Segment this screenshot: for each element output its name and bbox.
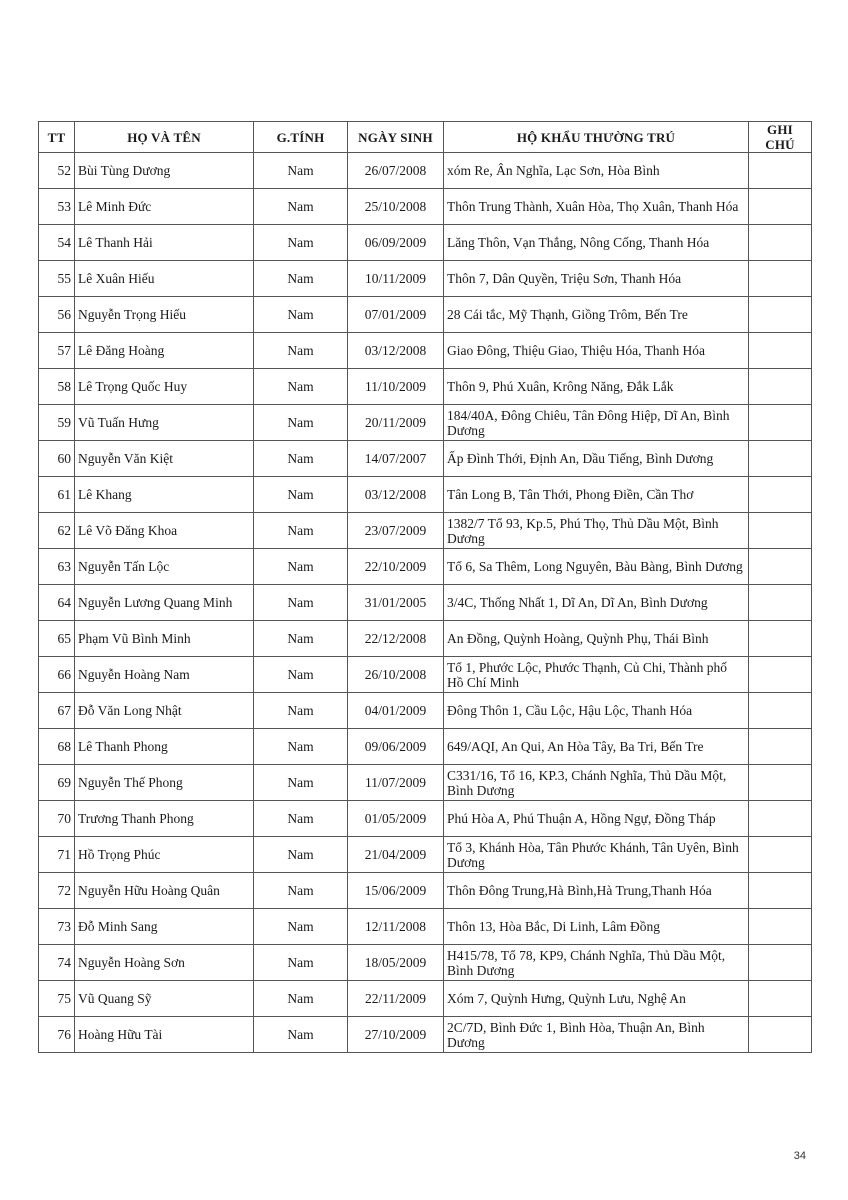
gender: Nam	[254, 693, 348, 729]
note	[749, 369, 812, 405]
table-row	[39, 225, 812, 261]
note	[749, 657, 812, 693]
header-full-name: HỌ VÀ TÊN	[75, 122, 254, 153]
header-date-of-birth: NGÀY SINH	[348, 122, 444, 153]
table-row	[39, 585, 812, 621]
gender: Nam	[254, 981, 348, 1017]
date-of-birth: 27/10/2009	[348, 1017, 444, 1053]
note	[749, 549, 812, 585]
student-name: Nguyễn Thế Phong	[75, 765, 254, 801]
note	[749, 153, 812, 189]
table-row	[39, 477, 812, 513]
row-number: 60	[39, 441, 75, 477]
row-number: 58	[39, 369, 75, 405]
student-name: Lê Thanh Hải	[75, 225, 254, 261]
row-number: 63	[39, 549, 75, 585]
gender: Nam	[254, 873, 348, 909]
permanent-address: An Đồng, Quỳnh Hoàng, Quỳnh Phụ, Thái Bình	[444, 621, 749, 657]
student-name: Lê Trọng Quốc Huy	[75, 369, 254, 405]
table-row	[39, 621, 812, 657]
note	[749, 621, 812, 657]
permanent-address: Thôn 13, Hòa Bắc, Di Linh, Lâm Đồng	[444, 909, 749, 945]
permanent-address: Thôn 9, Phú Xuân, Krông Năng, Đắk Lắk	[444, 369, 749, 405]
note	[749, 225, 812, 261]
row-number: 75	[39, 981, 75, 1017]
table-body	[39, 153, 812, 1053]
note	[749, 513, 812, 549]
note	[749, 477, 812, 513]
note	[749, 441, 812, 477]
gender: Nam	[254, 621, 348, 657]
gender: Nam	[254, 189, 348, 225]
row-number: 66	[39, 657, 75, 693]
gender: Nam	[254, 549, 348, 585]
table-row	[39, 405, 812, 441]
table-row	[39, 801, 812, 837]
table-row	[39, 333, 812, 369]
date-of-birth: 04/01/2009	[348, 693, 444, 729]
table-row	[39, 909, 812, 945]
date-of-birth: 14/07/2007	[348, 441, 444, 477]
table-row	[39, 369, 812, 405]
student-name: Lê Minh Đức	[75, 189, 254, 225]
student-name: Hồ Trọng Phúc	[75, 837, 254, 873]
student-name: Vũ Tuấn Hưng	[75, 405, 254, 441]
header-note: GHI CHÚ	[749, 122, 812, 153]
date-of-birth: 22/12/2008	[348, 621, 444, 657]
row-number: 64	[39, 585, 75, 621]
row-number: 70	[39, 801, 75, 837]
row-number: 74	[39, 945, 75, 981]
table-row	[39, 981, 812, 1017]
table-row	[39, 189, 812, 225]
table-row	[39, 441, 812, 477]
row-number: 54	[39, 225, 75, 261]
student-roster-table	[38, 121, 812, 1053]
date-of-birth: 06/09/2009	[348, 225, 444, 261]
student-name: Bùi Tùng Dương	[75, 153, 254, 189]
gender: Nam	[254, 765, 348, 801]
date-of-birth: 22/11/2009	[348, 981, 444, 1017]
permanent-address: 3/4C, Thống Nhất 1, Dĩ An, Dĩ An, Bình Dương	[444, 585, 749, 621]
permanent-address: 2C/7D, Bình Đức 1, Bình Hòa, Thuận An, Bình Dương	[444, 1017, 749, 1053]
note	[749, 945, 812, 981]
row-number: 67	[39, 693, 75, 729]
gender: Nam	[254, 369, 348, 405]
note	[749, 873, 812, 909]
student-name: Nguyễn Lương Quang Minh	[75, 585, 254, 621]
permanent-address: Lăng Thôn, Vạn Thắng, Nông Cống, Thanh Hóa	[444, 225, 749, 261]
permanent-address: Phú Hòa A, Phú Thuận A, Hồng Ngự, Đồng Tháp	[444, 801, 749, 837]
note	[749, 729, 812, 765]
row-number: 69	[39, 765, 75, 801]
permanent-address: Giao Đông, Thiệu Giao, Thiệu Hóa, Thanh Hóa	[444, 333, 749, 369]
permanent-address: Xóm 7, Quỳnh Hưng, Quỳnh Lưu, Nghệ An	[444, 981, 749, 1017]
permanent-address: Thôn Đông Trung,Hà Bình,Hà Trung,Thanh Hóa	[444, 873, 749, 909]
date-of-birth: 25/10/2008	[348, 189, 444, 225]
date-of-birth: 03/12/2008	[348, 333, 444, 369]
student-name: Nguyễn Tấn Lộc	[75, 549, 254, 585]
student-name: Nguyễn Hoàng Nam	[75, 657, 254, 693]
date-of-birth: 09/06/2009	[348, 729, 444, 765]
row-number: 52	[39, 153, 75, 189]
table-row	[39, 153, 812, 189]
gender: Nam	[254, 333, 348, 369]
note	[749, 261, 812, 297]
permanent-address: C331/16, Tổ 16, KP.3, Chánh Nghĩa, Thủ Dầu Một, Bình Dương	[444, 765, 749, 801]
row-number: 76	[39, 1017, 75, 1053]
date-of-birth: 18/05/2009	[348, 945, 444, 981]
date-of-birth: 15/06/2009	[348, 873, 444, 909]
date-of-birth: 26/10/2008	[348, 657, 444, 693]
gender: Nam	[254, 1017, 348, 1053]
student-name: Nguyễn Hoàng Sơn	[75, 945, 254, 981]
row-number: 68	[39, 729, 75, 765]
date-of-birth: 01/05/2009	[348, 801, 444, 837]
note	[749, 909, 812, 945]
note	[749, 585, 812, 621]
header-tt: TT	[39, 122, 75, 153]
table-row	[39, 837, 812, 873]
row-number: 56	[39, 297, 75, 333]
student-name: Trương Thanh Phong	[75, 801, 254, 837]
gender: Nam	[254, 261, 348, 297]
permanent-address: 649/AQI, An Qui, An Hòa Tây, Ba Tri, Bến Tre	[444, 729, 749, 765]
gender: Nam	[254, 729, 348, 765]
note	[749, 297, 812, 333]
student-name: Vũ Quang Sỹ	[75, 981, 254, 1017]
date-of-birth: 26/07/2008	[348, 153, 444, 189]
row-number: 59	[39, 405, 75, 441]
gender: Nam	[254, 585, 348, 621]
student-name: Lê Võ Đăng Khoa	[75, 513, 254, 549]
row-number: 55	[39, 261, 75, 297]
permanent-address: Tổ 3, Khánh Hòa, Tân Phước Khánh, Tân Uyên, Bình Dương	[444, 837, 749, 873]
table-row	[39, 945, 812, 981]
note	[749, 837, 812, 873]
permanent-address: Tổ 1, Phước Lộc, Phước Thạnh, Củ Chi, Thành phố Hồ Chí Minh	[444, 657, 749, 693]
permanent-address: 28 Cái tắc, Mỹ Thạnh, Giồng Trôm, Bến Tre	[444, 297, 749, 333]
date-of-birth: 23/07/2009	[348, 513, 444, 549]
note	[749, 405, 812, 441]
gender: Nam	[254, 801, 348, 837]
note	[749, 801, 812, 837]
gender: Nam	[254, 477, 348, 513]
student-name: Lê Thanh Phong	[75, 729, 254, 765]
note	[749, 693, 812, 729]
date-of-birth: 10/11/2009	[348, 261, 444, 297]
date-of-birth: 21/04/2009	[348, 837, 444, 873]
table-row	[39, 297, 812, 333]
student-name: Nguyễn Văn Kiệt	[75, 441, 254, 477]
permanent-address: Tổ 6, Sa Thêm, Long Nguyên, Bàu Bàng, Bình Dương	[444, 549, 749, 585]
row-number: 53	[39, 189, 75, 225]
note	[749, 765, 812, 801]
table-row	[39, 873, 812, 909]
header-permanent-address: HỘ KHẨU THƯỜNG TRÚ	[444, 122, 749, 153]
gender: Nam	[254, 441, 348, 477]
table-row	[39, 729, 812, 765]
date-of-birth: 11/10/2009	[348, 369, 444, 405]
permanent-address: 184/40A, Đông Chiêu, Tân Đông Hiệp, Dĩ An, Bình Dương	[444, 405, 749, 441]
row-number: 61	[39, 477, 75, 513]
page-number: 34	[793, 1150, 806, 1162]
student-name: Đỗ Văn Long Nhật	[75, 693, 254, 729]
student-name: Phạm Vũ Bình Minh	[75, 621, 254, 657]
permanent-address: xóm Re, Ân Nghĩa, Lạc Sơn, Hòa Bình	[444, 153, 749, 189]
student-name: Nguyễn Trọng Hiếu	[75, 297, 254, 333]
header-gender: G.TÍNH	[254, 122, 348, 153]
table-header-row	[39, 122, 812, 153]
gender: Nam	[254, 513, 348, 549]
date-of-birth: 11/07/2009	[348, 765, 444, 801]
student-name: Lê Đăng Hoàng	[75, 333, 254, 369]
date-of-birth: 31/01/2005	[348, 585, 444, 621]
permanent-address: H415/78, Tổ 78, KP9, Chánh Nghĩa, Thủ Dầu Một, Bình Dương	[444, 945, 749, 981]
date-of-birth: 07/01/2009	[348, 297, 444, 333]
gender: Nam	[254, 657, 348, 693]
permanent-address: Đông Thôn 1, Cầu Lộc, Hậu Lộc, Thanh Hóa	[444, 693, 749, 729]
row-number: 62	[39, 513, 75, 549]
student-name: Lê Xuân Hiếu	[75, 261, 254, 297]
note	[749, 1017, 812, 1053]
permanent-address: 1382/7 Tổ 93, Kp.5, Phú Thọ, Thủ Dầu Một, Bình Dương	[444, 513, 749, 549]
table-row	[39, 549, 812, 585]
table-row	[39, 657, 812, 693]
row-number: 72	[39, 873, 75, 909]
row-number: 57	[39, 333, 75, 369]
table-row	[39, 693, 812, 729]
row-number: 71	[39, 837, 75, 873]
table-row	[39, 1017, 812, 1053]
table-row	[39, 765, 812, 801]
gender: Nam	[254, 225, 348, 261]
gender: Nam	[254, 909, 348, 945]
permanent-address: Thôn 7, Dân Quyền, Triệu Sơn, Thanh Hóa	[444, 261, 749, 297]
student-name: Hoàng Hữu Tài	[75, 1017, 254, 1053]
table-row	[39, 261, 812, 297]
gender: Nam	[254, 945, 348, 981]
row-number: 65	[39, 621, 75, 657]
permanent-address: Ấp Đình Thới, Định An, Dầu Tiếng, Bình Dương	[444, 441, 749, 477]
note	[749, 189, 812, 225]
gender: Nam	[254, 837, 348, 873]
row-number: 73	[39, 909, 75, 945]
student-name: Đỗ Minh Sang	[75, 909, 254, 945]
note	[749, 981, 812, 1017]
date-of-birth: 03/12/2008	[348, 477, 444, 513]
date-of-birth: 22/10/2009	[348, 549, 444, 585]
gender: Nam	[254, 153, 348, 189]
permanent-address: Thôn Trung Thành, Xuân Hòa, Thọ Xuân, Thanh Hóa	[444, 189, 749, 225]
student-name: Lê Khang	[75, 477, 254, 513]
table-row	[39, 513, 812, 549]
date-of-birth: 12/11/2008	[348, 909, 444, 945]
gender: Nam	[254, 297, 348, 333]
gender: Nam	[254, 405, 348, 441]
student-name: Nguyễn Hữu Hoàng Quân	[75, 873, 254, 909]
permanent-address: Tân Long B, Tân Thới, Phong Điền, Cần Thơ	[444, 477, 749, 513]
date-of-birth: 20/11/2009	[348, 405, 444, 441]
note	[749, 333, 812, 369]
